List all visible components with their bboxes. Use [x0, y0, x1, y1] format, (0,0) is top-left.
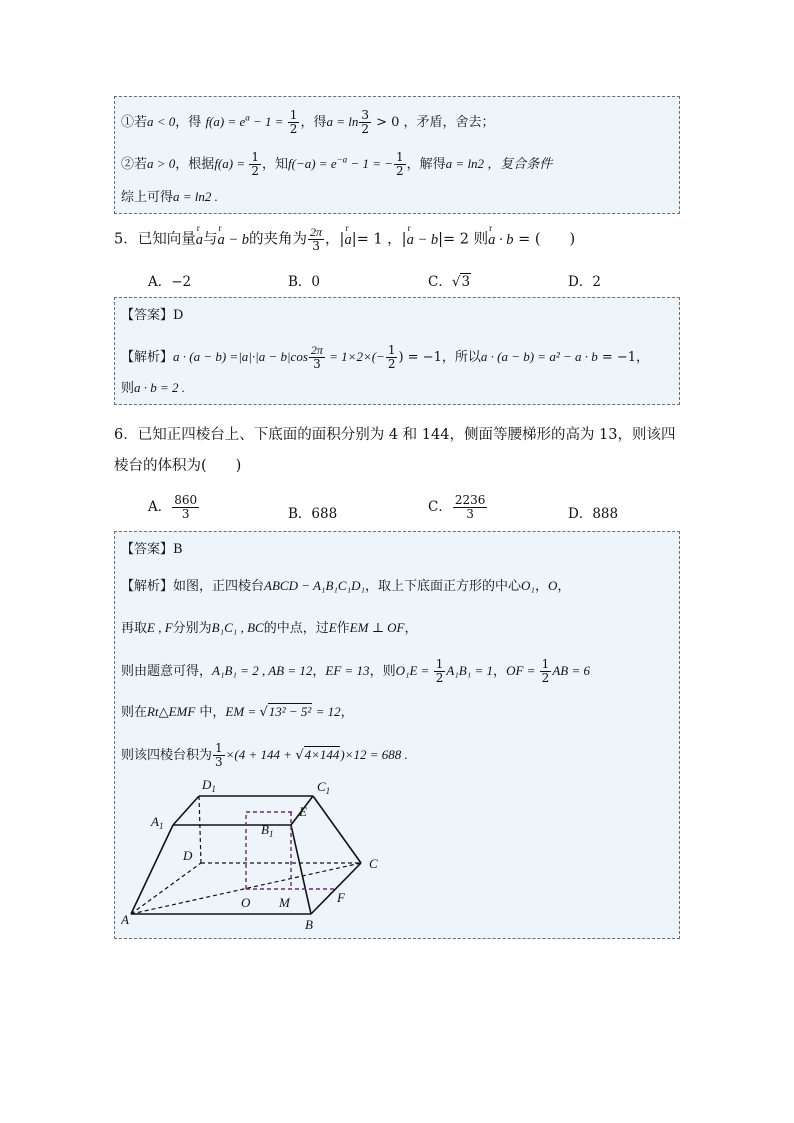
numerator: 2π — [310, 225, 323, 239]
numerator: 1 — [435, 657, 444, 671]
denominator: 3 — [181, 507, 190, 521]
text: 的夹角为 — [249, 231, 308, 248]
vector: r a − b — [217, 232, 249, 249]
numerator: 2π — [310, 343, 323, 357]
numerator: 1 — [541, 657, 550, 671]
numerator: 1 — [215, 741, 223, 755]
q6-option-d[interactable]: D．888 — [568, 506, 619, 522]
fraction — [308, 226, 324, 253]
text: ，则 — [369, 664, 396, 679]
fraction: $\frac{1}{2}$ — [289, 108, 298, 136]
sqrt-value: 3 — [461, 274, 471, 290]
math: f(a) = e — [205, 114, 246, 129]
denominator: 3 — [215, 755, 223, 769]
math: a · (a − b) =| — [173, 349, 242, 364]
math-sup: a — [245, 112, 250, 123]
text: 【解析】如图，正四棱台 — [121, 579, 265, 594]
math: = ln2 . — [179, 189, 218, 204]
numerator: 2236 — [454, 493, 486, 507]
q5-option-d[interactable]: D．2 — [568, 274, 601, 290]
fraction: $\frac{1}{2}$ — [251, 150, 259, 178]
sqrt-value: 13² − 5² — [268, 704, 312, 719]
text: = −1， — [597, 350, 650, 365]
math: = 1×2×(− — [325, 349, 385, 364]
text: = ln2 ，复合条件 — [452, 156, 553, 171]
text: ，| — [325, 231, 345, 248]
label-A: A — [121, 912, 129, 927]
q5-option-c[interactable]: C．√3 — [428, 274, 471, 290]
math: O — [547, 578, 558, 593]
text: 【解析】 — [121, 350, 174, 365]
text: ) = −1，所以 — [398, 350, 481, 365]
vector: r a · b — [488, 232, 513, 249]
solution-box-prev — [114, 96, 680, 214]
fraction: $\frac{3}{2}$ — [361, 108, 369, 136]
math: O₁ — [521, 578, 535, 593]
solution-line-1 — [121, 109, 495, 136]
frustum-figure — [121, 774, 401, 934]
question-6-stem-line-1: 6．已知正四棱台上、下底面的面积分别为 4 和 144，侧面等腰梯形的高为 13，则该四 — [114, 427, 676, 443]
q6-option-a[interactable] — [148, 494, 200, 521]
text: |= 2 则 — [438, 231, 489, 248]
math: a — [326, 114, 333, 129]
math: f(−a) = e — [288, 156, 337, 171]
q6-analysis-line-1 — [121, 578, 570, 595]
label-A1: $A_1$ — [151, 814, 164, 831]
text: 再取 — [121, 621, 148, 636]
math: O₁E = — [395, 663, 433, 678]
math: a − b — [258, 349, 287, 364]
q5-option-b[interactable]: B．0 — [288, 274, 321, 290]
math: A₁B₁ = 2 , AB = 12 — [212, 663, 313, 678]
math: E , F — [147, 620, 173, 635]
denominator: 3 — [312, 239, 320, 253]
fraction — [386, 344, 398, 371]
fraction — [434, 658, 446, 685]
vector: r a — [196, 232, 203, 249]
solution-line-3 — [121, 189, 218, 206]
math: |cos — [286, 349, 308, 364]
text: ， — [493, 664, 507, 679]
math: ×(4 + 144 + — [225, 747, 296, 762]
text: ， — [557, 579, 571, 594]
math: EF = 13 — [325, 663, 370, 678]
denominator: 2 — [435, 671, 444, 685]
text: 作 — [336, 621, 350, 636]
denominator: 3 — [466, 507, 474, 521]
text: ， — [340, 705, 354, 720]
text: ，根据 — [175, 157, 215, 172]
text: > 0 ，矛盾，舍去； — [371, 115, 495, 130]
vector: r a − b — [407, 232, 439, 249]
label-B: B — [305, 917, 313, 932]
text: = ( ) — [513, 231, 576, 248]
text: 中， — [195, 705, 226, 720]
math: f(a) = — [214, 156, 249, 171]
text: ①若 — [121, 115, 148, 130]
q6-option-b[interactable]: B．688 — [288, 506, 338, 522]
q6-solution-box — [114, 531, 680, 939]
fraction — [172, 494, 199, 521]
edge-CC1 — [313, 796, 361, 863]
math: a < 0 — [147, 114, 176, 129]
math: OF = — [506, 663, 539, 678]
math: = 12 — [312, 704, 341, 719]
vector: r a — [344, 232, 351, 249]
math: − 1 = − — [347, 156, 394, 171]
label-O: O — [241, 895, 251, 910]
label-M: M — [279, 895, 290, 910]
option-label: A． — [148, 499, 172, 515]
q6-analysis-line-4: 则在Rt△EMF 中，EM = √13² − 5² = 12， — [121, 704, 354, 720]
text: ②若 — [121, 157, 148, 172]
label-F: F — [337, 890, 345, 905]
q6-analysis-line-5: 则该四棱台积为 $\frac{1}{3}$ ×(4 + 144 + √4×144)×12 = 688 . — [121, 741, 408, 769]
math: a — [241, 349, 249, 364]
question-6-stem-line-2: 棱台的体积为( ) — [114, 458, 242, 474]
numerator: 860 — [174, 493, 198, 507]
sqrt-value: 4×144 — [304, 747, 340, 762]
text: 与 — [202, 231, 218, 248]
q5-analysis-line-2 — [121, 380, 185, 397]
text: 综上可得 — [121, 190, 174, 205]
label-D: D — [183, 848, 193, 863]
q5-answer: 【答案】D — [121, 308, 184, 323]
q5-solution-box — [114, 297, 680, 405]
q5-analysis-line-1 — [121, 344, 649, 371]
fraction — [540, 658, 552, 685]
text: ，取上下底面正方形的中心 — [365, 579, 522, 594]
text: 则 — [121, 381, 135, 396]
denominator: 2 — [541, 671, 550, 685]
math: |·| — [248, 349, 259, 364]
fraction — [309, 344, 325, 371]
text: ， — [534, 579, 548, 594]
solution-line-2 — [121, 151, 552, 178]
text: 5．已知向量 — [114, 231, 196, 248]
math: EM ⊥ OF — [349, 620, 405, 635]
text: ，知 — [262, 157, 289, 172]
math: a — [173, 189, 180, 204]
label-B1: $B_1$ — [261, 822, 274, 839]
fraction — [213, 742, 225, 769]
math: = 2 . — [156, 380, 186, 395]
edge-AA1 — [131, 825, 173, 914]
fraction: $\frac{1}{2}$ — [396, 150, 404, 178]
label-C: C — [369, 856, 378, 871]
text: 则由题意可得， — [121, 664, 213, 679]
q6-analysis-line-2 — [121, 620, 418, 637]
label-C1: $C_1$ — [317, 779, 331, 796]
math: E — [328, 620, 337, 635]
text: ，得 — [300, 115, 327, 130]
q6-answer: 【答案】B — [121, 542, 183, 557]
math: )×12 = 688 . — [340, 747, 408, 762]
denominator: 3 — [313, 357, 321, 371]
math: a · (a − b) = a² − a · b — [480, 349, 598, 364]
math: EM = — [225, 704, 260, 719]
math-sup: −a — [336, 154, 348, 165]
text: 的中点，过 — [263, 621, 329, 636]
text: |= 1 ，| — [351, 231, 407, 248]
numerator: 1 — [387, 343, 396, 357]
math: A₁B₁ = 1 — [446, 663, 494, 678]
math: − 1 = — [249, 114, 287, 129]
fraction — [453, 494, 488, 521]
math: a > 0 — [147, 156, 176, 171]
text: ，得 — [175, 115, 206, 130]
question-5-stem — [114, 226, 575, 253]
option-label: C． — [428, 274, 452, 290]
edge-DD1 — [199, 796, 201, 863]
text: 分别为 — [172, 621, 212, 636]
label-E: E — [299, 804, 307, 819]
text: 则在 — [121, 705, 148, 720]
label-D1: $D_1$ — [202, 777, 216, 794]
math: a · b — [134, 380, 157, 395]
math: ABCD − A₁B₁C₁D₁ — [264, 578, 366, 593]
q6-analysis-line-3 — [121, 658, 590, 685]
edge-BB1 — [291, 825, 311, 914]
q5-option-a[interactable]: A．−2 — [148, 274, 192, 290]
math: Rt△EMF — [147, 704, 196, 719]
text: ，解得 — [406, 157, 446, 172]
math: = ln — [332, 114, 359, 129]
math: B₁C₁ , BC — [211, 620, 264, 635]
math: AB = 6 — [552, 663, 590, 678]
option-label: C． — [428, 499, 452, 515]
edge-A1D1 — [173, 796, 199, 825]
math: a — [445, 156, 453, 171]
text: ， — [404, 621, 418, 636]
text: 则该四棱台积为 — [121, 748, 213, 763]
denominator: 2 — [387, 357, 396, 371]
text: ， — [312, 664, 326, 679]
q6-option-c[interactable] — [428, 494, 488, 521]
